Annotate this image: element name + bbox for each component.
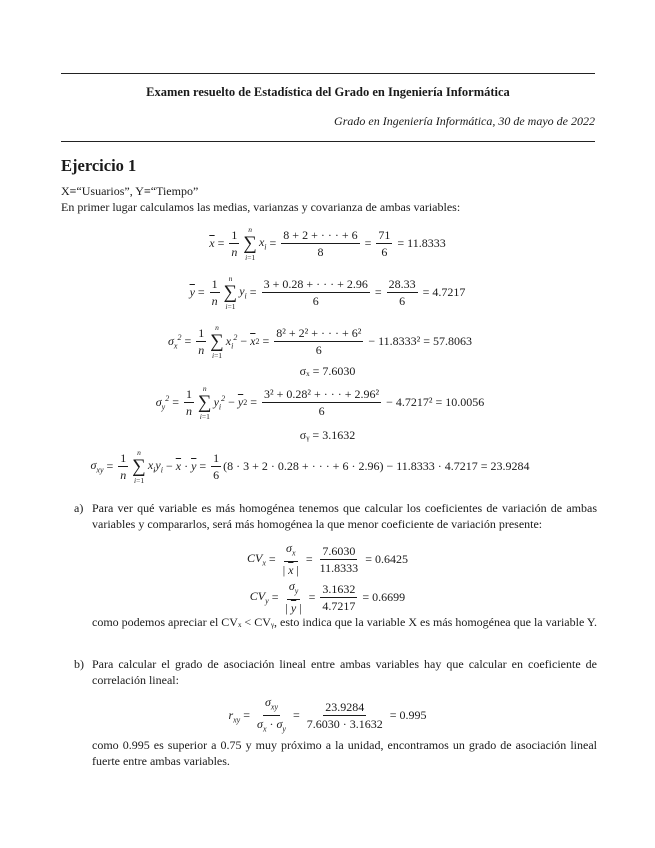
- std-dev-y: σᵧ = 3.1632: [299, 428, 356, 442]
- equation-mean-y: $\overline{y}$ = $\frac{1}{n}$ n ∑ i=1 $y_i$ = $\frac{3 + 0.28 + \cdot \cdot \cdot + 2.96}{6}$ = $\frac{28.33}{6}$ = 4.7217: [189, 274, 466, 311]
- part-a-label: a): [74, 501, 84, 515]
- document-title: Examen resuelto de Estadística del Grado en Ingeniería Informática: [146, 85, 510, 99]
- equation-variance-y: $\sigma_y^2$ = $\frac{1}{n}$ n ∑ i=1 $y_i^2$ − $\overline{y}$ 2 = $\frac{\text{3² + 0.28² + · · · + 2.96²}}{6}$ − 4.7217² = 10.0056: [155, 384, 485, 421]
- part-b-conclusion: como 0.995 es superior a 0.75 y muy próximo a la unidad, encontramos un grado de asociación lineal fuerte entre ambas variables.: [92, 738, 597, 768]
- exercise-heading: Ejercicio 1: [61, 156, 137, 175]
- part-b-label: b): [74, 657, 84, 671]
- equation-correlation: $r_{xy}$ = $\frac{\sigma_{xy}}{\sigma_x \cdot \sigma_y}$ = $\frac{23.9284}{7.6030 \cdot 3.1632}$ = 0.995: [228, 695, 427, 734]
- part-a-text: Para ver qué variable es más homogénea tenemos que calcular los coeficientes de variación de ambas variables y compararlos, será más homogénea la que menor coeficiente de variación presente:: [92, 501, 597, 531]
- part-b-text: Para calcular el grado de asociación lineal entre ambas variables hay que calcular en coeficiente de correlación lineal:: [92, 657, 597, 687]
- equation-cv-y: $CV_y$ = $\frac{\sigma_y}{| \overline{y} |}$ = $\frac{3.1632}{4.7217}$ = 0.6699: [249, 579, 406, 616]
- equation-cv-x: $CV_x$ = $\frac{\sigma_x}{| \overline{x} |}$ = $\frac{7.6030}{11.8333}$ = 0.6425: [247, 541, 408, 578]
- equation-mean-x: $\overline{x}$ = $\frac{1}{n}$ n ∑ i=1 $x_i$ = $\frac{8 + 2 + \cdot \cdot \cdot + 6}{8}$ = $\frac{71}{6}$ = 11.8333: [209, 225, 446, 262]
- bottom-rule: [61, 141, 595, 142]
- std-dev-x: σₓ = 7.6030: [299, 364, 356, 378]
- equation-covariance: $\sigma_{xy}$ = $\frac{1}{n}$ n ∑ i=1 $x_iy_i$ − $\overline{x}$ · $\overline{y}$ = $\frac{1}{6}$ (8 · 3 + 2 · 0.28 + · · · + 6 · 2.96) − 11.8333 · 4.7217 = 23.9284: [90, 448, 530, 485]
- intro-text: En primer lugar calculamos las medias, varianzas y covarianza de ambas variables:: [61, 200, 461, 214]
- variables-definition: X≡“Usuarios”, Y≡“Tiempo”: [61, 184, 199, 198]
- equation-variance-x: $\sigma_x^2$ = $\frac{1}{n}$ n ∑ i=1 $x_i^2$ − $\overline{x}$ 2 = $\frac{\text{8² + 2² + · · · + 6²}}{6}$ − 11.8333² = 57.8063: [167, 323, 473, 360]
- top-rule: [61, 73, 595, 74]
- part-a-conclusion: como podemos apreciar el CVₓ < CVᵧ, esto indica que la variable X es más homogénea que la variable Y.: [92, 615, 597, 629]
- document-subtitle: Grado en Ingeniería Informática, 30 de mayo de 2022: [334, 114, 595, 128]
